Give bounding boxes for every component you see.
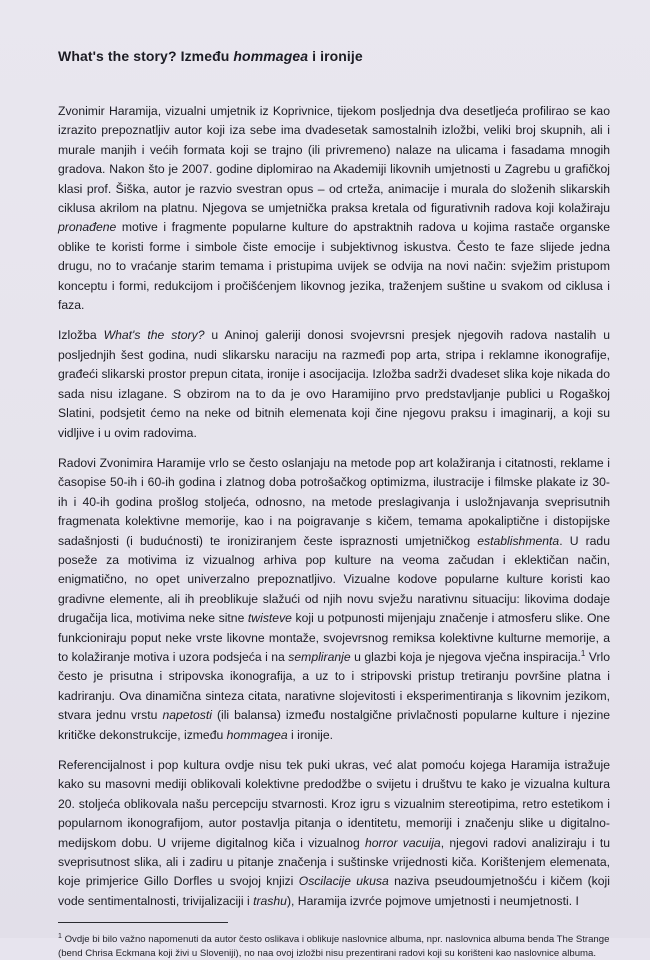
text-run: Izložba [58,328,104,343]
title-emphasis: hommagea [233,48,309,64]
text-run: . U radu poseže za motivima iz vizualnog arhiva pop kulture na veoma začudan i eklektičan način, enigmatično, no opet univerzalno prepoznatljivo. Vizualne kodove popularne kulture koristi kao gradivne elemente, ali ih preoblikuje slažući od njih novu svježu narativnu situaciju: likovima dodaje drugačija lica, motivima neke sitne [58,533,610,626]
text-run: naziva pseudoumjetnošću i kičem (koji vode sentimentalnosti, trivijalizaciji i [58,874,610,908]
italic-run: pronađene [58,220,117,235]
title-suffix: i ironije [308,48,363,64]
title-prefix: What's the story? Između [58,48,234,64]
italic-run: establishmenta [477,533,560,548]
footnote [58,933,610,960]
text-run: koji u potpunosti mijenjaju značenje i atmosferu slike. One funkcioniraju poput neke vrste likovne montaže, svojevrsnog remiksa kolektivne kulturne memorije, a to kolažiranje motiva i uzora podsjeća i na [58,611,610,664]
text-run: u glazbi koja je njegova vječna inspiracija. [350,649,581,664]
paragraph-methods [58,454,610,745]
text-run: (ili balansa) između nostalgične privlačnosti popularne kulture i njezine kritičke dekonstrukcije, između [58,708,611,742]
text-run: Radovi Zvonimira Haramije vrlo se često oslanjaju na metode pop art kolažiranja i citatnosti, reklame i časopise 50-ih i 60-ih godina i zlatnog doba potrošačkog optimizma, ilustracije i filmske plakate iz 30-ih i 40-ih godina prošlog stoljeća, odnosno, na metode preslagivanja i usložnjavanja sveprisutnih fragmenata kolektivne memorije, kao i na poigravanje s kičem, temama apokaliptične i distopijske sadašnjosti (i budućnosti) te ironiziranjem česte ispraznosti umjetničkog [58,455,610,548]
footnote-divider [58,922,228,923]
footnote-text: Ovdje bi bilo važno napomenuti da autor često oslikava i oblikuje naslovnice albuma, npr. naslovnica albuma benda The Strange (bend Chrisa Eckmana koji živi u Sloveniji), no naa ovoj izložbi nisu prezentirani radovi koji su korišteni kao naslovnice albuma. [58,934,610,959]
text-run: Zvonimir Haramija, vizualni umjetnik iz Koprivnice, tijekom posljednja dva desetljeća profilirao se kao izrazito prepoznatljiv autor koji iza sebe ima dvadesetak samostalnih izložbi, veliki broj skupnih, ali i murale manjih i većih formata koji se trajno (ili privremeno) nalaze na ulicama i fasadama mnogih gradova. Nakon što je 2007. godine diplomirao na Akademiji likovnih umjetnosti u Zagrebu u grafičkoj klasi prof. Šiška, autor je razvio svestran opus – od crteža, animacije i murala do složenih slikarskih ciklusa akrilom na platnu. Njegova se umjetnička praksa kretala od figurativnih radova koji kolažiraju [58,104,610,216]
italic-run: sempliranje [288,649,351,664]
footnote-number: 1 [58,933,62,941]
italic-run: trashu [253,893,287,908]
document-title [58,48,610,64]
italic-run: What's the story? [103,328,205,343]
text-run: motive i fragmente popularne kulture do apstraktnih radova u kojima rastače organske oblike te koristi forme i simbole čiste emocije i subjektivnog iskustva. Često te faze slijede jedna drugu, no to vraćanje starim temama i pristupima uvijek se odvija na novi način: svježim pristupom konceptu i formi, redukcijom i pročišćenjem likovnog jezika, traženjem suštine u svakom od ciklusa i faza. [58,220,610,313]
text-run: Referencijalnost i pop kultura ovdje nisu tek puki ukras, već alat pomoću kojega Haramija istražuje kako su masovni mediji oblikovali kolektivne predodžbe o svijetu i društvu te kako je vizualna kultura 20. stoljeća oblikovala našu percepciju stvarnosti. Kroz igru s vizualnim stereotipima, retro estetikom i popularnom ikonografijom, autor postavlja pitanja o identitetu, memoriji i značenju slike u digitalno-medijskom dobu. U vrijeme digitalnog kiča i vizualnog [58,758,610,850]
italic-run: twisteve [247,611,292,626]
text-run: ), Haramija izvrće pojmove umjetnosti i neumjetnosti. I [286,893,579,908]
italic-run: hommagea [226,727,288,742]
paragraph-references [58,756,610,911]
footnote-reference: 1 [580,648,586,658]
text-run: , njegovi radovi analiziraju i tu sveprisutnost slika, ali i zadiru u pitanje značenja i suštinske vrijednosti kiča. Korištenjem elemenata, koje primjerice Gillo Dorfles u svojoj knjizi [58,835,610,889]
italic-run: horror vacuija [365,835,441,850]
paragraph-intro [58,102,610,315]
paragraph-exhibition [58,326,610,442]
italic-run: napetosti [162,708,212,723]
text-run: i ironije. [287,727,334,742]
text-run: u Aninoj galeriji donosi svojevrsni presjek njegovih radova nastalih u posljednjih šest godina, nudi slikarsku naraciju na razmeđi pop arta, stripa i reklamne ikonografije, građeći slikarski prostor prepun citata, ironije i asocijacija. Izložba sadrži dvadeset slika koje nikada do sada nisu izlagane. S obzirom na to da je ovo Haramijino prvo predstavljanje publici u Rogaškoj Slatini, podsjetit ćemo na neke od bitnih elemenata koji čine njegovu praksu i imaginarij, a koji su vidljive i u ovim radovima. [58,328,611,440]
text-run: Vrlo često je prisutna i stripovska ikonografija, a uz to i stripovski pristup tretiranju površine platna i kadriranju. Ova dinamična sinteza citata, narativne slojevitosti i eksperimentiranja s likovnim jezikom, stvara jednu vrstu [58,649,610,723]
italic-run: Oscilacije ukusa [298,874,389,889]
